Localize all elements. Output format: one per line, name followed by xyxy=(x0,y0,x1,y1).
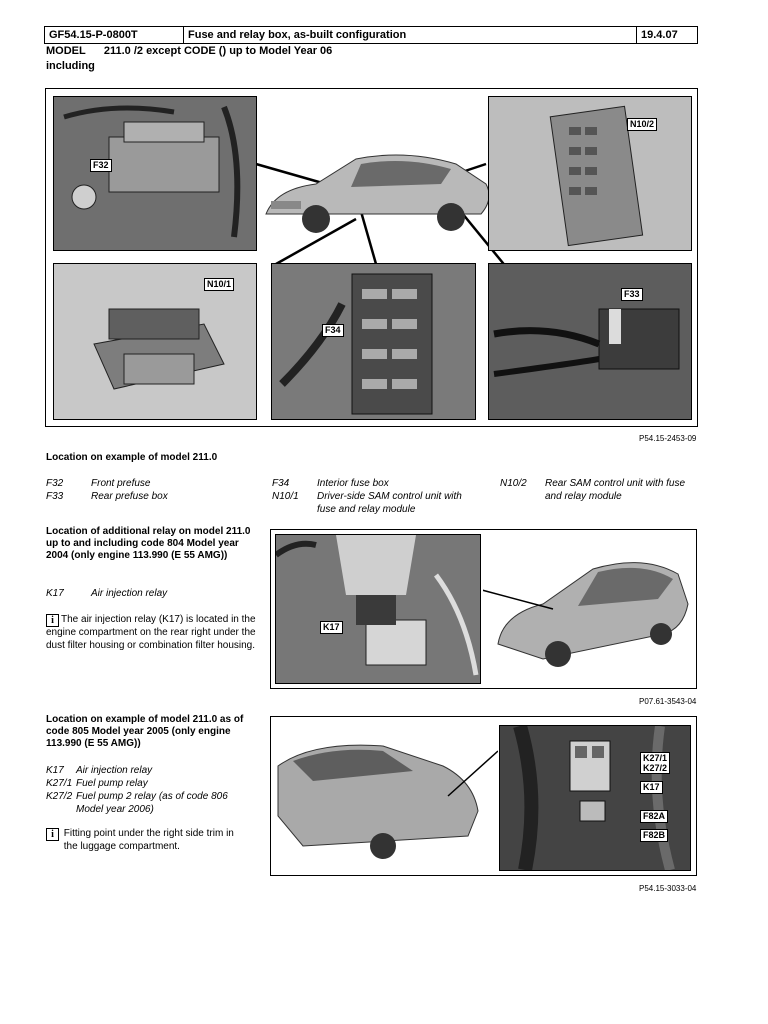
model-line: MODEL 211.0 /2 except CODE () up to Model Year 06 including xyxy=(46,45,333,72)
legend-item: F34 Interior fuse box xyxy=(272,478,389,489)
figure-1-ref: P54.15-2453-09 xyxy=(639,434,697,443)
photo-luggage-relays xyxy=(499,725,691,871)
legend-item: F33 Rear prefuse box xyxy=(46,491,168,502)
doc-title: Fuse and relay box, as-built configuration xyxy=(184,27,637,44)
info-icon: i xyxy=(46,614,59,627)
figure-1 xyxy=(45,88,698,427)
document-header xyxy=(44,26,698,44)
figure-2-ref: P07.61-3543-04 xyxy=(639,697,697,706)
callout-f34: F34 xyxy=(322,324,344,337)
section-2-legend: K17 Air injection relay xyxy=(46,588,168,599)
callout-f33: F33 xyxy=(621,288,643,301)
legend-col-3 xyxy=(500,477,700,503)
car-sedan-front-illustration xyxy=(483,534,693,682)
callout-k27-1: K27/1 K27/2 xyxy=(640,752,670,774)
legend-col-2 xyxy=(272,477,472,516)
section-3-legend xyxy=(46,764,256,816)
figure-3 xyxy=(270,716,697,876)
figure-2 xyxy=(270,529,697,689)
photo-driver-sam xyxy=(53,263,257,420)
photo-front-prefuse xyxy=(53,96,257,251)
section-1-heading: Location on example of model 211.0 xyxy=(46,452,218,463)
callout-k17: K17 xyxy=(640,781,663,794)
car-sedan-rear-illustration xyxy=(273,721,498,871)
legend-col-1 xyxy=(46,477,246,503)
photo-engine-compartment xyxy=(275,534,481,684)
photo-rear-sam xyxy=(488,96,692,251)
callout-f32: F32 xyxy=(90,159,112,172)
callout-f82b: F82B xyxy=(640,829,668,842)
car-sedan-illustration xyxy=(256,129,496,249)
photo-rear-prefuse xyxy=(488,263,692,420)
doc-date: 19.4.07 xyxy=(637,27,698,44)
section-2-note: i The air injection relay (K17) is located in the engine compartment on the rear right under the dust filter housing or combination filter housing. xyxy=(46,614,256,651)
doc-id: GF54.15-P-0800T xyxy=(45,27,184,44)
section-2-heading: Location of additional relay on model 211.0 up to and including code 804 Model year 2004 (only engine 113.990 (E 55 AMG)) xyxy=(46,526,251,561)
photo-interior-fuse xyxy=(271,263,476,420)
info-icon: i xyxy=(46,828,59,841)
section-3-note: i Fitting point under the right side trim in the luggage compartment. xyxy=(46,828,256,853)
legend-item: K27/1 Fuel pump relay xyxy=(46,778,148,789)
callout-f82a: F82A xyxy=(640,810,668,823)
legend-item: K17 Air injection relay xyxy=(46,765,153,776)
callout-k17: K17 xyxy=(320,621,343,634)
section-3-heading: Location on example of model 211.0 as of code 805 Model year 2005 (only engine 113.990 (E 55 AMG)) xyxy=(46,714,244,749)
legend-item: F32 Front prefuse xyxy=(46,478,151,489)
callout-n10-1: N10/1 xyxy=(204,278,234,291)
legend-item: N10/2 Rear SAM control unit with fuse and relay module xyxy=(500,478,686,502)
callout-n10-2: N10/2 xyxy=(627,118,657,131)
figure-3-ref: P54.15-3033-04 xyxy=(639,884,697,893)
legend-item: N10/1 Driver-side SAM control unit with fuse and relay module xyxy=(272,491,462,515)
legend-item: K27/2 Fuel pump 2 relay (as of code 806 Model year 2006) xyxy=(46,791,228,815)
